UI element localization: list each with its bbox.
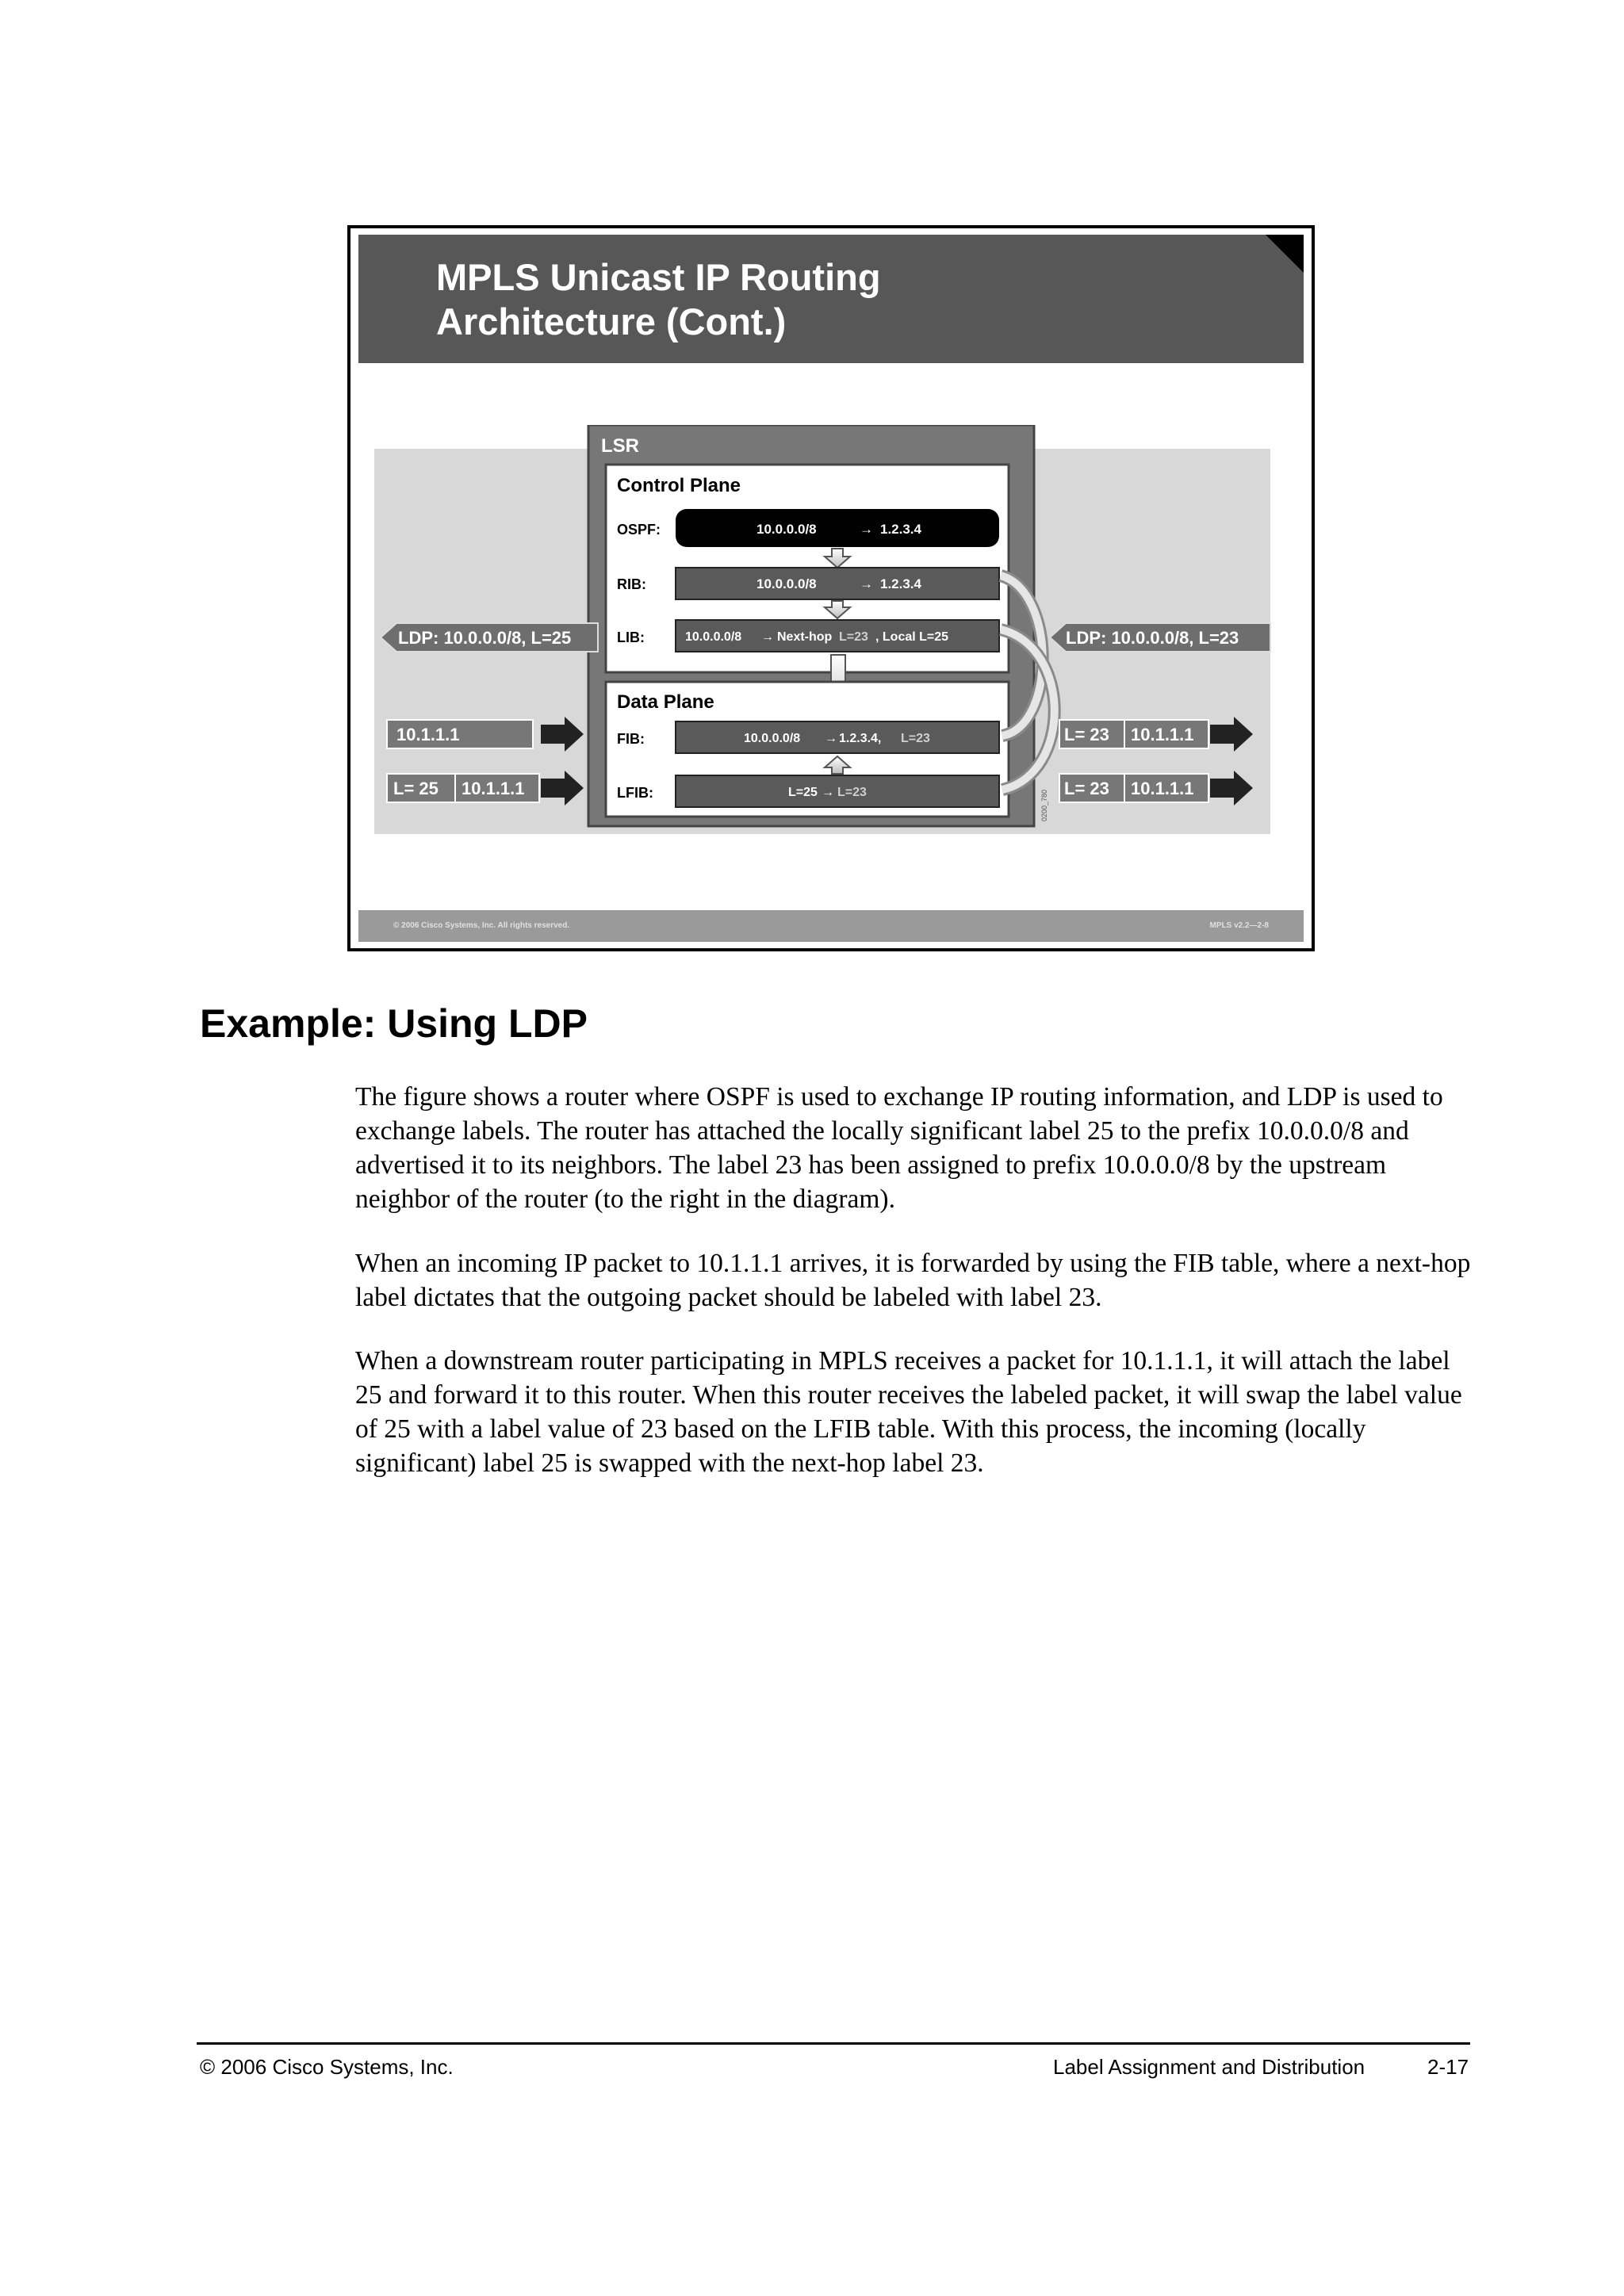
fib-arrow-icon: →: [825, 732, 837, 745]
ldp-left-text: LDP: 10.0.0.0/8, L=25: [398, 628, 572, 648]
ospf-prefix: 10.0.0.0/8: [756, 522, 817, 537]
footer-rule: [197, 2042, 1470, 2045]
outgoing1-ip: 10.1.1.1: [1131, 725, 1194, 744]
slide-footer-copyright: © 2006 Cisco Systems, Inc. All rights reserved.: [393, 921, 570, 930]
rib-next-hop: 1.2.3.4: [880, 576, 921, 591]
lfib-arrow-icon: →: [822, 786, 834, 799]
figure-id: 0200_780: [1040, 789, 1048, 821]
slide-title-line1: MPLS Unicast IP Routing: [436, 256, 881, 298]
fib-out-label: L=23: [901, 732, 930, 745]
rib-prefix: 10.0.0.0/8: [756, 576, 817, 591]
rib-label: RIB:: [617, 576, 646, 592]
lib-local-label: , Local L=25: [875, 630, 949, 644]
lib-arrow-icon: →: [761, 630, 774, 644]
ospf-table: [676, 509, 999, 547]
slide-footer-version: MPLS v2.2—2-8: [1209, 921, 1269, 930]
lfib-out-label: L=23: [837, 786, 867, 799]
slide-figure: [347, 225, 1315, 951]
ospf-arrow-icon: →: [860, 522, 873, 537]
rib-table: [676, 568, 999, 599]
incoming-label: L= 25: [393, 779, 439, 798]
corner-fold-icon: [1266, 235, 1304, 273]
lib-prefix: 10.0.0.0/8: [685, 630, 742, 644]
footer-chapter-title: Label Assignment and Distribution: [1053, 2055, 1365, 2079]
outgoing2-ip: 10.1.1.1: [1131, 779, 1194, 798]
slide-canvas: [358, 235, 1304, 942]
footer-page-number: 2-17: [1427, 2055, 1469, 2079]
incoming-ip: 10.1.1.1: [396, 725, 460, 744]
outgoing1-label: L= 23: [1064, 725, 1109, 744]
data-plane-label: Data Plane: [617, 691, 714, 713]
fib-next-hop: 1.2.3.4,: [839, 732, 882, 745]
control-plane-label: Control Plane: [617, 475, 741, 496]
slide-title: [436, 255, 881, 344]
lib-label: LIB:: [617, 629, 645, 645]
incoming-label-ip: 10.1.1.1: [462, 779, 525, 798]
section-heading: Example: Using LDP: [200, 1001, 588, 1046]
footer-copyright: © 2006 Cisco Systems, Inc.: [200, 2055, 454, 2079]
lsr-label: LSR: [601, 435, 639, 457]
slide-footer: [358, 910, 1304, 942]
lib-next-hop-text: Next-hop: [777, 630, 833, 644]
lfib-in-label: L=25: [788, 786, 818, 799]
rib-arrow-icon: →: [860, 576, 873, 591]
lfib-label: LFIB:: [617, 785, 653, 801]
fib-prefix: 10.0.0.0/8: [744, 732, 801, 745]
ldp-right-text: LDP: 10.0.0.0/8, L=23: [1066, 628, 1239, 648]
lsr-diagram: [358, 425, 1304, 869]
fib-label: FIB:: [617, 731, 645, 747]
paragraph-3: When a downstream router participating in MPLS receives a packet for 10.1.1.1, it will attach the label 25 and forward it to this router. When this router receives the labeled packet, it will swap the label value of 25 with a label value of 23 based on the LFIB table. With this process, the incoming (locally significant) label 25 is swapped with the next-hop label 23.: [355, 1346, 1462, 1478]
paragraph-2: When an incoming IP packet to 10.1.1.1 arrives, it is forwarded by using the FIB table, where a next-hop label dictates that the outgoing packet should be labeled with label 23.: [355, 1249, 1471, 1312]
ospf-next-hop: 1.2.3.4: [880, 522, 921, 537]
outgoing2-label: L= 23: [1064, 779, 1109, 798]
paragraph-1: The figure shows a router where OSPF is used to exchange IP routing information, and LDP is used to exchange labels. The router has attached the locally significant label 25 to the prefix 10.0.0.0/8 and advertised it to its neighbors. The label 23 has been assigned to prefix 10.0.0.0/8 by the upstream neighbor of the router (to the right in the diagram).: [355, 1082, 1443, 1214]
ospf-label: OSPF:: [617, 522, 661, 538]
slide-title-line2: Architecture (Cont.): [436, 300, 787, 342]
fib-table: [676, 721, 999, 753]
lib-next-hop-label: L=23: [839, 630, 868, 644]
slide-header: [358, 235, 1304, 363]
